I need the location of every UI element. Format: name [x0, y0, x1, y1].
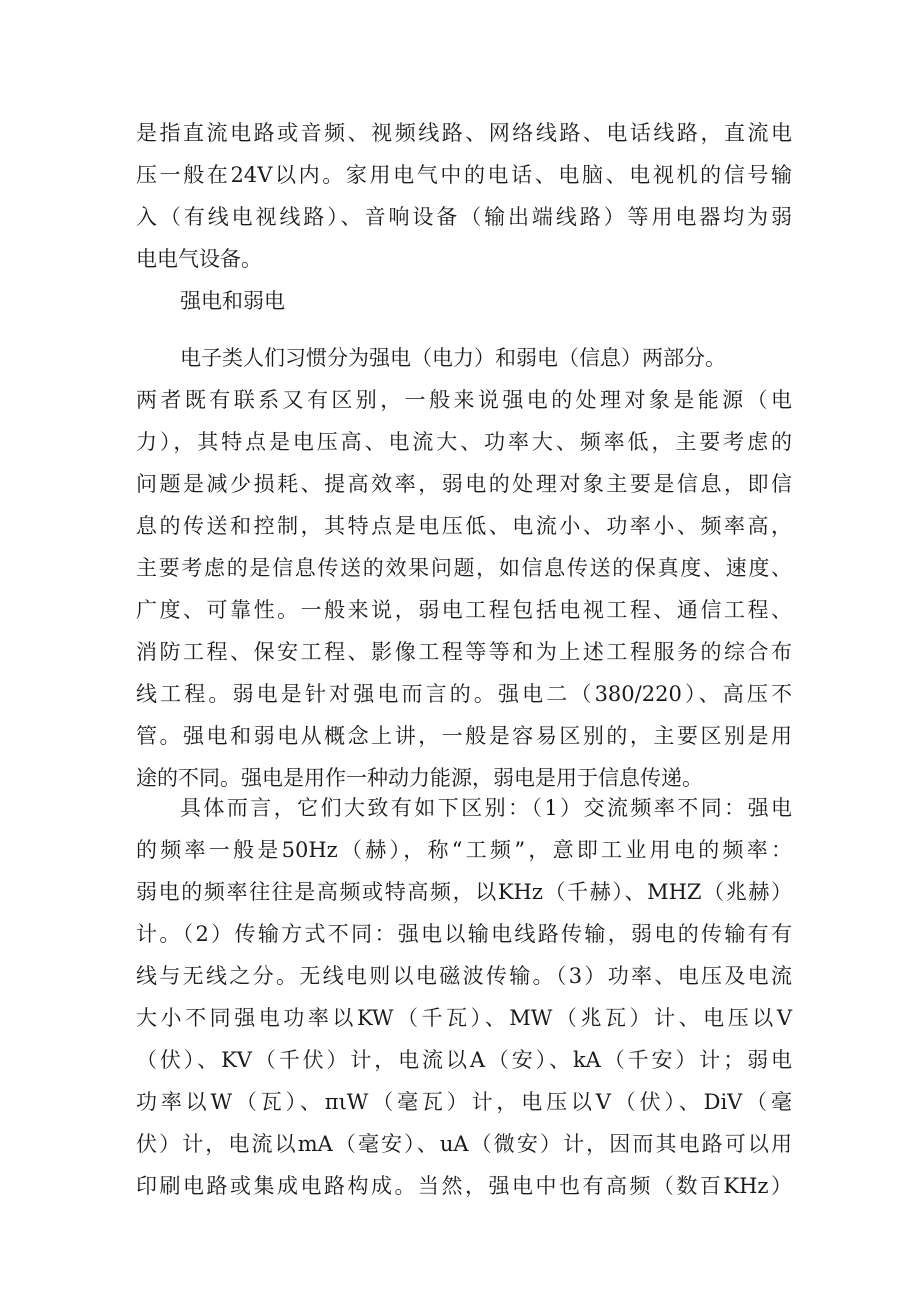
text-line: 息的传送和控制，其特点是电压低、电流小、功率小、频率高， [136, 514, 792, 538]
text-line: 管。强电和弱电从概念上讲，一般是容易区别的，主要区别是用 [136, 724, 792, 748]
paragraph-overview [136, 337, 792, 799]
text-line: 两者既有联系又有区别，一般来说强电的处理对象是能源（电 [136, 388, 792, 412]
section-heading [136, 280, 792, 322]
paragraph-intro [136, 112, 792, 280]
text-line: 问题是减少损耗、提高效率，弱电的处理对象主要是信息，即信 [136, 472, 792, 496]
text-line: 入（有线电视线路）、音响设备（输出端线路）等用电器均为弱 [136, 205, 792, 229]
paragraph-differences [136, 787, 792, 1207]
text-line: （伏）、KV（千伏）计，电流以A（安）、kA（千安）计；弱电 [136, 1048, 792, 1072]
text-line: 伏）计，电流以mA（毫安）、uA（微安）计，因而其电路可以用 [136, 1132, 792, 1156]
text-line: 是指直流电路或音频、视频线路、网络线路、电话线路，直流电 [136, 121, 792, 145]
text-line: 力），其特点是电压高、电流大、功率大、频率低，主要考虑的 [136, 430, 792, 454]
text-line: 大小不同强电功率以KW（千瓦）、MW（兆瓦）计、电压以V [136, 1006, 792, 1030]
text-line: 线工程。弱电是针对强电而言的。强电二（380/220）、高压不 [136, 682, 792, 706]
section-heading-text: 强电和弱电 [180, 289, 285, 313]
text-line: 功率以W（瓦）、πιW（毫瓦）计，电压以V（伏）、DiV（毫 [136, 1090, 792, 1114]
text-line: 具体而言，它们大致有如下区别：（1）交流频率不同：强电 [180, 796, 792, 820]
text-line: 计。（2）传输方式不同：强电以输电线路传输，弱电的传输有有 [136, 922, 792, 946]
text-line: 广度、可靠性。一般来说，弱电工程包括电视工程、通信工程、 [136, 598, 792, 622]
text-line: 弱电的频率往往是高频或特高频，以KHz（千赫）、MHZ（兆赫） [136, 880, 792, 904]
text-line: 消防工程、保安工程、影像工程等等和为上述工程服务的综合布 [136, 640, 792, 664]
text-line: 电电气设备。 [136, 247, 262, 271]
text-line: 压一般在24V以内。家用电气中的电话、电脑、电视机的信号输 [136, 163, 792, 187]
text-line: 印刷电路或集成电路构成。当然，强电中也有高频（数百KHz） [136, 1174, 792, 1198]
text-line: 途的不同。强电是用作一种动力能源，弱电是用于信息传递。 [136, 766, 703, 790]
text-line: 线与无线之分。无线电则以电磁波传输。（3）功率、电压及电流 [136, 964, 792, 988]
text-line: 的频率一般是50Hz（赫），称“工频”，意即工业用电的频率： [136, 838, 792, 862]
text-line: 主要考虑的是信息传送的效果问题，如信息传送的保真度、速度、 [136, 556, 792, 580]
text-line: 电子类人们习惯分为强电（电力）和弱电（信息）两部分。 [180, 346, 726, 370]
